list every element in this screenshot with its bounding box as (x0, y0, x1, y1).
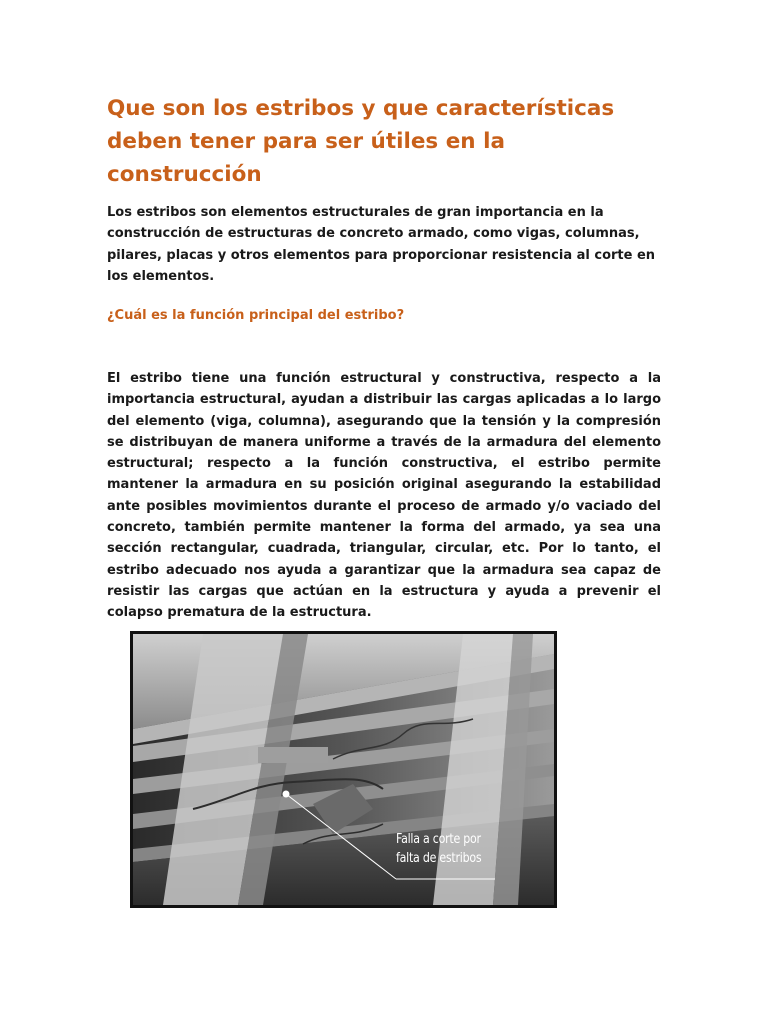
article-title: Que son los estribos y que características deben tener para ser útiles en la construcción (107, 96, 615, 187)
caption-line-2: falta de estribos (396, 851, 482, 866)
photo-caption (396, 830, 481, 868)
shear-failure-photo (130, 631, 557, 908)
caption-line-1: Falla a corte por (396, 832, 481, 847)
beam-photo-illustration (133, 634, 554, 905)
body-paragraph: El estribo tiene una función estructural y constructiva, respecto a la importancia estructural, ayudan a distribuir las cargas aplicadas a lo largo del elemento (viga, columna), asegurando que la tensión y la compresión se distribuyan de manera uniforme a través de la armadura del elemento estructural; respecto a la función constructiva, el estribo permite mantener la armadura en su posición original asegurando la estabilidad ante posibles movimientos durante el proceso de armado y/o vaciado del concreto, también permite mantener la forma del armado, ya sea una sección rectangular, cuadrada, triangular, circular, etc. Por lo tanto, el estribo adecuado nos ayuda a garantizar que la armadura sea capaz de resistir las cargas que actúan en la estructura y ayuda a prevenir el colapso prematura de la estructura. (107, 371, 661, 621)
section-subheading: ¿Cuál es la función principal del estribo? (107, 308, 405, 323)
intro-paragraph: Los estribos son elementos estructurales de gran importancia en la construcción de estructuras de concreto armado, como vigas, columnas, pilares, placas y otros elementos para proporcionar resistencia al corte en los elementos. (107, 205, 656, 284)
